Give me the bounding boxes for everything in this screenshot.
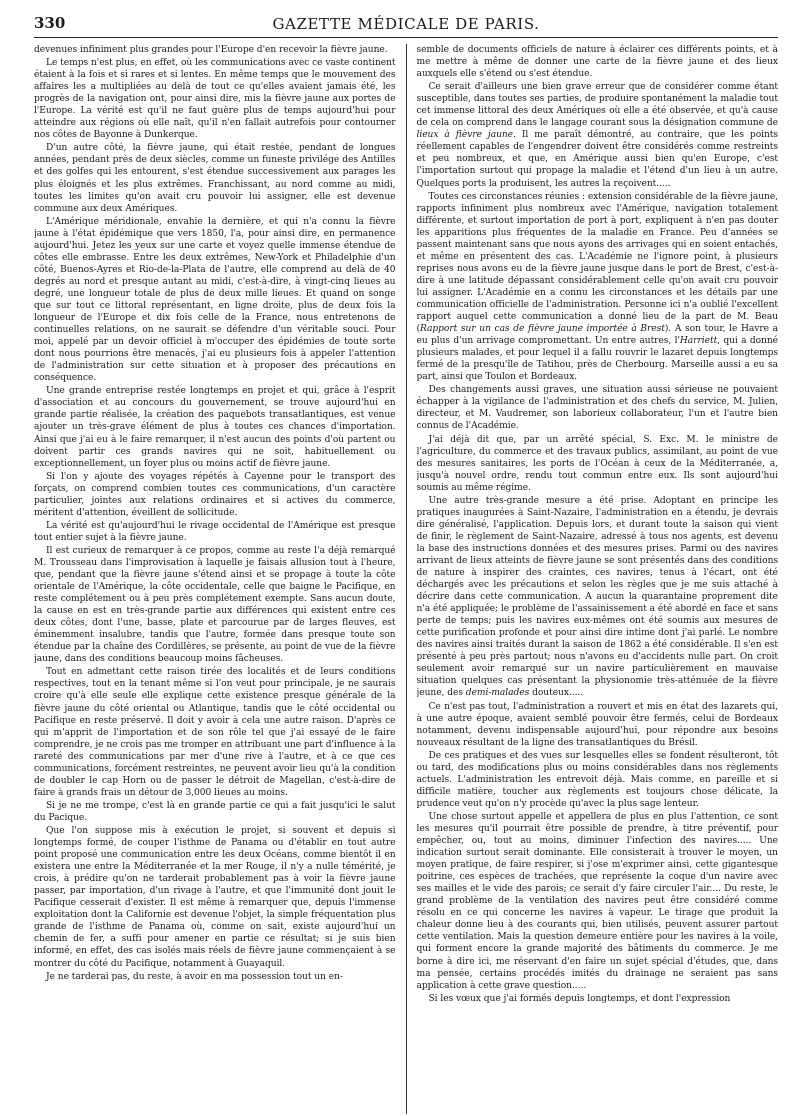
paragraph: Une autre très-grande mesure a été prise. Adoptant en principe les pratiques inaugurées à Saint-Nazaire, l'administration en a étendu, je devrais dire généralisé, l'application. Depuis lors, et durant toute la saison qui vient de finir, le règlement de Saint-Nazaire, adressé à tous nos agents, est devenu la base des instructions données et des mesures prises. Parmi ou des navires arrivant de lieux atteints de fièvre jaune se sont présentés dans des conditions de nature à inspirer des craintes, ces navires, tenus à l'écart, ont été déchargés avec les précautions et selon les règles que je me suis attaché à décrire dans cette communication. A aucun la quarantaine proprement dite n'a été appliquée; le problème de l'assainissement a été abordé en face et sans perte de temps; puis les navires eux-mêmes ont été soumis aux mesures de cette purification profonde et pour ainsi dire intime dont j'ai parlé. Le nombre des navires ainsi traités durant la saison de 1862 a été considérable. Il s'en est présenté à peu près partout; nous n'avons eu d'accidents nulle part. On croit seulement avoir remarqué sur un navire particulièrement en mauvaise situation quelques cas présentant la physionomie très-atténuée de la fièvre jeune, des demi-malades douteux..... <box>416 495 778 699</box>
journal-title: GAZETTE MÉDICALE DE PARIS. <box>272 15 540 33</box>
paragraph: Que l'on suppose mis à exécution le projet, si souvent et depuis si longtemps formé, de couper l'isthme de Panama ou d'établir en tout autre point proposé une communication entre les deux Océans, comme bientôt il en existera une entre la Méditerranée et la mer Rouge, il n'y a nulle témérité, je crois, à prédire qu'on ne tarderait probablement pas à voir la fièvre jaune passer, par importation, d'un rivage à l'autre, et que l'immunité dont jouit le Pacifique cesserait d'exister. Il est même à remarquer que, depuis l'immense exploitation dont la Californie est devenue l'objet, la simple fréquentation plus grande de l'isthme de Panama où, comme on sait, existe aujourd'hui un chemin de fer, a suffi pour amener en partie ce résultat; si je suis bien informé, en effet, des cas isolés mais réels de fièvre jaune commençaient à se montrer du côté du Pacifique, notamment à Guayaquil. <box>34 826 396 969</box>
paragraph: Toutes ces circonstances réunies : extension considérable de la fièvre jaune, rapports infiniment plus nombreux avec l'Amérique, navigation totalement différente, et surtout importation de port à port, expliquent à n'en pas douter les apparitions plus fréquentes de la maladie en France. Peu d'années se passent maintenant sans que nous ayons des arrivages qui en soient entachés, et même en présentent des cas. L'Académie ne l'ignore point, à plusieurs reprises nous avons eu de la fièvre jaune jusque dans le port de Brest, c'est-à-dire à une latitude dépassant considérablement celle qu'on avait cru pouvoir lui assigner. L'Académie en a connu les circonstances et les détails par une communication officielle de l'administration. Personne ici n'a oublié l'excellent rapport auquel cette communication a donné lieu de la part de M. Beau (Rapport sur un cas de fièvre jaune importée à Brest). A son tour, le Havre a eu plus d'un arrivage compromettant. Un entre autres, l'Harriett, qui a donné plusieurs malades, et pour lequel il a fallu rouvrir le lazaret depuis longtemps fermé de la presqu'île de Tatihou, près de Cherbourg. Marseille aussi a eu sa part, ainsi que Toulon et Bordeaux. <box>416 191 778 383</box>
paragraph: Ce serait d'ailleurs une bien grave erreur que de considérer comme étant susceptible, dans toutes ses parties, de produire spontanément la maladie tout cet immense littoral des deux Amériques où elle a été observée, et qu'à cause de cela on comprend dans le langage courant sous la désignation commune de lieux à fièvre jaune. Il me paraît démontré, au contraire, que les points réellement capables de l'engendrer doivent être considérés comme restreints et peu nombreux, et que, en Amérique aussi bien qu'en Europe, c'est l'importation surtout qui propage la maladie et l'étend d'un lieu à un autre. Quelques ports la produisent, les autres la reçoivent..... <box>416 82 778 189</box>
paragraph: J'ai déjà dit que, par un arrêté spécial, S. Exc. M. le ministre de l'agriculture, du commerce et des travaux publics, assimilant, au point de vue des mesures sanitaires, les ports de l'Océan à ceux de la Méditerranée, a, jusqu'à nouvel ordre, rendu tout commun entre eux. Ils sont aujourd'hui soumis au même régime. <box>416 434 778 493</box>
paragraph: Je ne tarderai pas, du reste, à avoir en ma possession tout un en- <box>46 971 343 982</box>
text-columns <box>34 44 778 1114</box>
paragraph: Si les vœux que j'ai formés depuis longtemps, et dont l'expression <box>428 993 731 1004</box>
paragraph: Si je ne me trompe, c'est là en grande partie ce qui a fait jusqu'ici le salut du Pacique. <box>34 800 396 823</box>
paragraph: Il est curieux de remarquer à ce propos, comme au reste l'a déjà remarqué M. Trousseau dans l'improvisation à laquelle je faisais allusion tout à l'heure, que, pendant que la fièvre jaune s'étend ainsi et se propage à toute la côte orientale de l'Amérique, la côte occidentale, celle que baigne le Pacifique, en reste complétement ou à peu près complétement exempte. Sans aucun doute, la cause en est en très-grande partie aux différences qui existent entre ces deux côtes, dont l'une, basse, plate et parcourue par de larges fleuves, est éminemment insalubre, tandis que l'autre, formée dans presque toute son étendue par la chaîne des Cordillères, se présente, au point de vue de la fièvre jaune, dans des conditions beaucoup moins fâcheuses. <box>34 545 396 665</box>
paragraph: semble de documents officiels de nature à éclairer ces différents points, et à me mettre à même de donner une carte de la fièvre jaune et des lieux auxquels elle s'étend ou s'est étendue. <box>416 45 778 80</box>
right-column <box>417 44 779 1114</box>
page-number: 330 <box>34 14 66 32</box>
paragraph: Ce n'est pas tout, l'administration a rouvert et mis en état des lazarets qui, à une autre époque, avaient semblé pouvoir être fermés, celui de Bordeaux notamment, devenu indispensable aujourd'hui, pour répondre aux besoins nouveaux résultant de la ligne des transatlantiques du Brésil. <box>416 701 778 748</box>
paragraph: L'Amérique méridionale, envahie la dernière, et qui n'a connu la fièvre jaune à l'état épidémique que vers 1850, l'a, pour ainsi dire, en permanence aujourd'hui. Jetez les yeux sur une carte et voyez quelle immense étendue de côtes elle embrasse. Entre les deux extrêmes, New-York et Philadelphie d'un côté, Buenos-Ayres et Rio-de-la-Plata de l'autre, elle comprend au delà de 40 degrés au nord et presque autant au midi, c'est-à-dire, à vingt-cinq lieues au degré, une longueur totale de plus de deux mille lieues. Et quand on songe que sur tout ce littoral représentant, en ligne droite, plus de deux fois la longueur de l'Europe et dix fois celle de la France, nous entretenons de continuelles relations, on ne saurait se défendre d'un véritable souci. Pour moi, appelé par un devoir officiel à m'occuper des épidémies de toute sorte dont nous pourrions être menacés, j'ai eu plusieurs fois à appeler l'attention de l'administration sur cette situation et à proposer des précautions en conséquence. <box>34 216 396 384</box>
paragraph: La vérité est qu'aujourd'hui le rivage occidental de l'Amérique est presque tout entier sujet à la fièvre jaune. <box>34 520 396 543</box>
column-divider <box>406 44 407 1114</box>
paragraph: Le temps n'est plus, en effet, où les communications avec ce vaste continent étaient à la fois et si rares et si lentes. En même temps que le mouvement des affaires les a multipliées au delà de tout ce qu'elles avaient jamais été, les progrès de la navigation ont, pour ainsi dire, mis la fièvre jaune aux portes de l'Europe. La vérité est qu'il ne faut guère plus de temps aujourd'hui pour atteindre aux régions où elle naît, qu'il n'en fallait autrefois pour contourner nos côtes de Bayonne à Dunkerque. <box>34 58 396 141</box>
paragraph: Une chose surtout appelle et appellera de plus en plus l'attention, ce sont les mesures qu'il pourrait être possible de prendre, à titre préventif, pour empêcher, ou, tout au moins, diminuer l'infection des navires..... Une indication surtout serait dominante. Elle consisterait à trouver le moyen, un moyen pratique, de faire respirer, si j'ose m'exprimer ainsi, cette gigantesque poitrine, ces espèces de trachées, que représente la coque d'un navire avec ses mailles et le vide des parois; ce serait d'y faire circuler l'air.... Du reste, le grand problème de la ventilation des navires peut être considéré comme résolu en ce qui concerne les navires à vapeur. Le tirage que produit la chaleur donne lieu à des courants qui, bien utilisés, peuvent assurer partout cette ventilation. Mais la question demeure entière pour les navires à la voile, qui forment encore la grande majorité des bâtiments du commerce. Je me borne à dire ici, me réservant d'en faire un sujet spécial d'études, que, dans ma pensée, certains procédés imités du drainage ne seraient pas sans application à cette grave question..... <box>416 811 778 991</box>
paragraph: Une grande entreprise restée longtemps en projet et qui, grâce à l'esprit d'association et au concours du gouvernement, se trouve aujourd'hui en grande partie réalisée, la création des paquebots transatlantiques, est venue ajouter un très-grave élément de plus à toutes ces chances d'importation. Ainsi que j'ai eu à le faire remarquer, il n'est aucun des points d'où partent ou doivent partir ces grands navires qui ne soit, habituellement ou exceptionnellement, un foyer plus ou moins actif de fièvre jaune. <box>34 386 396 469</box>
left-column <box>34 44 396 1114</box>
paragraph: D'un autre côté, la fièvre jaune, qui était restée, pendant de longues années, pendant près de deux siècles, comme un funeste privilége des Antilles et des golfes qui les entourent, s'est étendue successivement aux parages les plus éloignés et les plus extrêmes. Franchissant, au nord comme au midi, toutes les limites qu'on avait cru pouvoir lui assigner, elle est devenue commune aux deux Amériques. <box>34 143 396 214</box>
paragraph: Si l'on y ajoute des voyages répétés à Cayenne pour le transport des forçats, on comprend combien toutes ces communications, d'un caractère particulier, jointes aux relations ordinaires et si actives du commerce, méritent d'attention, éveillent de sollicitude. <box>34 471 396 518</box>
page-header <box>34 14 778 38</box>
paragraph: devenues infiniment plus grandes pour l'Europe d'en recevoir la fièvre jaune. <box>34 45 388 55</box>
paragraph: Des changements aussi graves, une situation aussi sérieuse ne pouvaient échapper à la vigilance de l'administration et des chefs du service, M. Julien, directeur, et M. Vaudremer, son laborieux collaborateur, l'un et l'autre bien connus de l'Académie. <box>416 385 778 432</box>
paragraph: De ces pratiques et des vues sur lesquelles elles se fondent résulteront, tôt ou tard, des modifications plus ou moins considérables dans nos règlements actuels. L'administration les entrevoit déjà. Mais comme, en pareille et si difficile matière, toucher aux règlements est toujours chose délicate, la prudence veut qu'on n'y procède qu'avec la plus sage lenteur. <box>416 750 778 809</box>
paragraph: Tout en admettant cette raison tirée des localités et de leurs conditions respectives, tout en la tenant même si l'on veut pour principale, je ne saurais croire qu'à elle seule elle explique cette existence presque générale de la fièvre jaune du côté oriental ou Atlantique, tandis que le côté occidental ou Pacifique en reste préservé. Il doit y avoir à cela une autre raison. D'après ce qui m'apprit de l'importation et de son rôle tel que j'ai essayé de le faire comprendre, je ne crois pas me tromper en attribuant une part d'influence à la rareté des communications par mer d'une rive à l'autre, et à ce que ces communications, forcément restreintes, ne peuvent avoir lieu qu'à la condition de doubler le cap Horn ou de passer le détroit de Magellan, c'est-à-dire de faire à grands frais un détour de 3,000 lieues au moins. <box>34 667 396 798</box>
